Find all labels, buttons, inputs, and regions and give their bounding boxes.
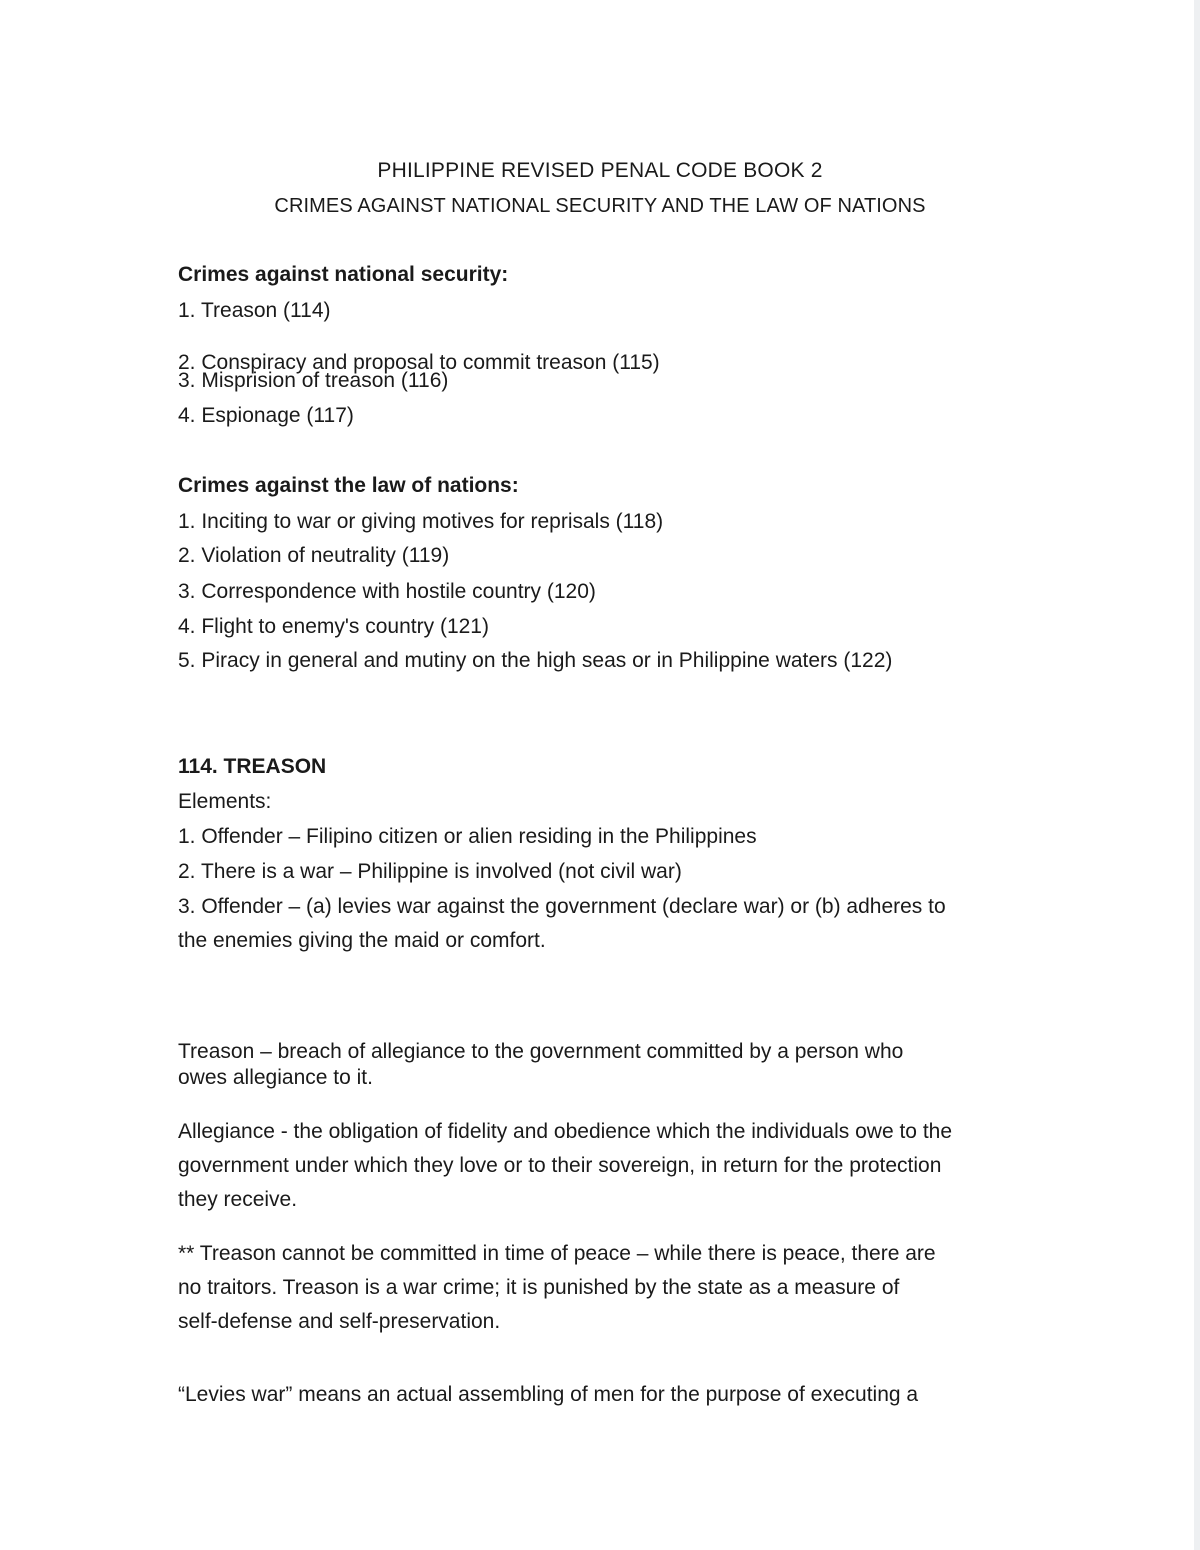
element-item: the enemies giving the maid or comfort. (178, 929, 546, 952)
note-paragraph-line: no traitors. Treason is a war crime; it is punished by the state as a measure of (178, 1276, 900, 1299)
allegiance-paragraph-line: they receive. (178, 1188, 298, 1211)
heading-national-security: Crimes against national security: (178, 263, 509, 286)
allegiance-paragraph-line: government under which they love or to their sovereign, in return for the protection (178, 1154, 942, 1177)
element-item: 3. Offender – (a) levies war against the government (declare war) or (b) adheres to (178, 895, 946, 918)
heading-law-of-nations: Crimes against the law of nations: (178, 474, 519, 497)
treason-definition-line: owes allegiance to it. (178, 1066, 373, 1089)
note-paragraph-line: ** Treason cannot be committed in time of peace – while there is peace, there are (178, 1242, 936, 1265)
allegiance-paragraph-line: Allegiance - the obligation of fidelity and obedience which the individuals owe to the (178, 1120, 953, 1143)
document-title: PHILIPPINE REVISED PENAL CODE BOOK 2 (377, 159, 823, 182)
list-item: 3. Correspondence with hostile country (120) (178, 580, 596, 603)
list-item: 2. Violation of neutrality (119) (178, 544, 450, 567)
list-item: 4. Flight to enemy's country (121) (178, 615, 489, 638)
list-item: 1. Treason (114) (178, 299, 331, 322)
treason-definition-line: Treason – breach of allegiance to the government committed by a person who (178, 1040, 904, 1063)
list-item: 5. Piracy in general and mutiny on the high seas or in Philippine waters (122) (178, 649, 893, 672)
levies-war-paragraph-line: “Levies war” means an actual assembling of men for the purpose of executing a (178, 1383, 919, 1406)
element-item: 1. Offender – Filipino citizen or alien residing in the Philippines (178, 825, 757, 848)
heading-treason: 114. TREASON (178, 755, 327, 778)
elements-label: Elements: (178, 790, 272, 813)
note-paragraph-line: self-defense and self-preservation. (178, 1310, 501, 1333)
list-item: 4. Espionage (117) (178, 404, 354, 427)
list-item: 3. Misprision of treason (116) (178, 369, 449, 392)
document-subtitle: CRIMES AGAINST NATIONAL SECURITY AND THE LAW OF NATIONS (274, 195, 926, 217)
element-item: 2. There is a war – Philippine is involved (not civil war) (178, 860, 682, 883)
list-item: 1. Inciting to war or giving motives for reprisals (118) (178, 510, 664, 533)
list-item: 2. Conspiracy and proposal to commit treason (115) (178, 351, 660, 374)
page-edge-shadow (1194, 0, 1200, 1550)
